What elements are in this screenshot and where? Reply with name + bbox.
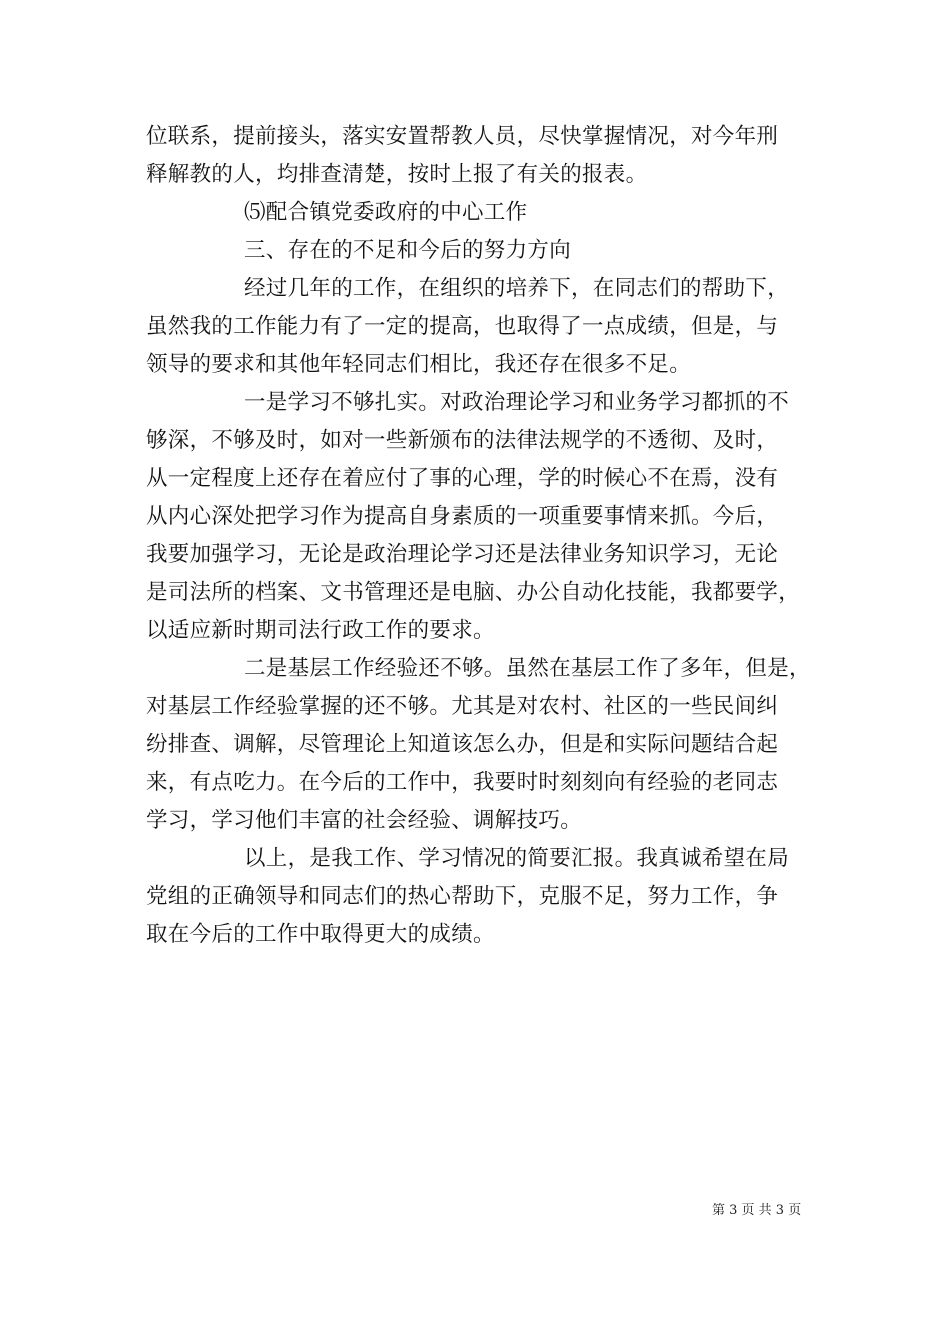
page-number-footer: 第 3 页 共 3 页 [712,1203,802,1218]
text-line: 从内心深处把学习作为提高自身素质的一项重要事情来抓。今后， [146,504,779,529]
text-line: 我要加强学习，无论是政治理论学习还是法律业务知识学习，无论 [146,542,779,567]
text-line: 取在今后的工作中取得更大的成绩。 [146,922,495,947]
text-line: 对基层工作经验掌握的还不够。尤其是对农村、社区的一些民间纠 [146,694,779,719]
text-line: 以适应新时期司法行政工作的要求。 [146,618,495,643]
text-line: 来，有点吃力。在今后的工作中，我要时时刻刻向有经验的老同志 [146,770,779,795]
text-line: 虽然我的工作能力有了一定的提高，也取得了一点成绩，但是，与 [146,314,779,339]
text-line: 党组的正确领导和同志们的热心帮助下，克服不足，努力工作，争 [146,884,779,909]
text-line: 以上，是我工作、学习情况的简要汇报。我真诚希望在局 [244,846,790,871]
text-line: 一是学习不够扎实。对政治理论学习和业务学习都抓的不 [244,390,790,415]
document-body [146,118,810,954]
text-line: 够深，不够及时，如对一些新颁布的法律法规学的不透彻、及时， [146,428,779,453]
text-line: 位联系，提前接头，落实安置帮教人员，尽快掌握情况，对今年刑 [146,124,779,149]
text-line: 经过几年的工作，在组织的培养下，在同志们的帮助下， [244,276,790,301]
section-heading: 三、存在的不足和今后的努力方向 [244,238,572,263]
text-line: 二是基层工作经验还不够。虽然在基层工作了多年，但是， [244,656,811,681]
text-line: 从一定程度上还存在着应付了事的心理，学的时候心不在焉，没有 [146,466,779,491]
text-line: 学习，学习他们丰富的社会经验、调解技巧。 [146,808,583,833]
text-line: 释解教的人，均排查清楚，按时上报了有关的报表。 [146,162,648,187]
text-line: 纷排查、调解，尽管理论上知道该怎么办，但是和实际问题结合起 [146,732,779,757]
text-line: 是司法所的档案、文书管理还是电脑、办公自动化技能，我都要学， [146,580,801,605]
text-line: ⑸配合镇党委政府的中心工作 [244,200,528,225]
text-line: 领导的要求和其他年轻同志们相比，我还存在很多不足。 [146,352,692,377]
